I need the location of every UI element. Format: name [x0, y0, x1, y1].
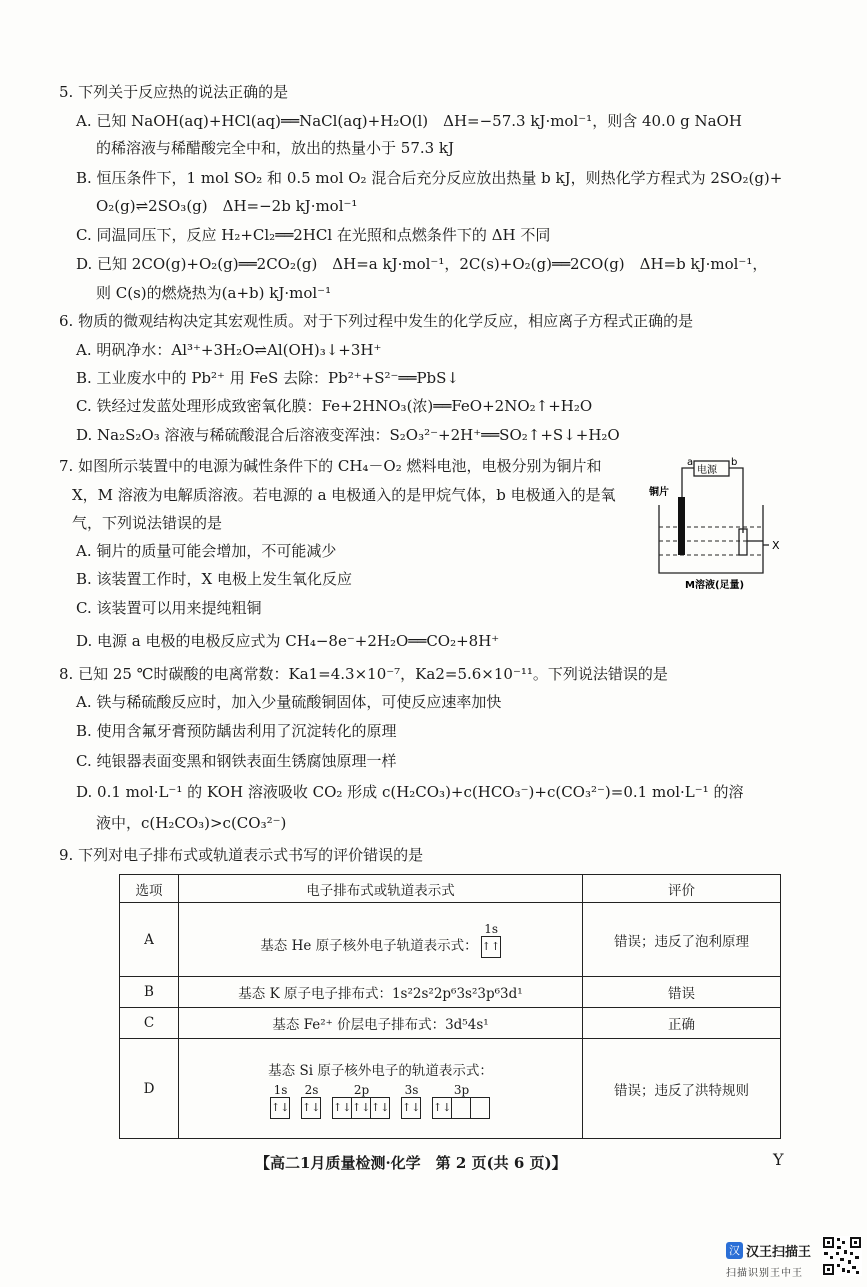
app-name: 汉王扫描王: [746, 1245, 812, 1260]
scanner-app-watermark: [726, 1241, 811, 1260]
q5-option-d-line2: 则 C(s)的燃烧热为(a+b) kJ·mol⁻¹: [96, 284, 332, 302]
si-orbital-diagram: [179, 1083, 582, 1119]
row-option: B: [120, 977, 179, 1008]
orbital-2s: 2s ↑↓: [302, 1083, 321, 1119]
app-logo-icon: 汉: [726, 1242, 743, 1259]
fig-label-solution: M溶液(足量): [685, 580, 745, 591]
q5-option-a-line2: 的稀溶液与稀醋酸完全中和，放出的热量小于 57.3 kJ: [96, 139, 455, 157]
row-option: C: [120, 1008, 179, 1039]
q9-stem: 9. 下列对电子排布式或轨道表示式书写的评价错误的是: [59, 846, 424, 864]
orbital-1s-he: 1s ↑↑: [482, 922, 501, 958]
orbital-2p: 2p ↑↓ ↑↓ ↑↓: [333, 1083, 390, 1119]
electrolysis-apparatus-diagram: [645, 455, 795, 595]
header-evaluation: 评价: [583, 875, 781, 903]
q7-stem-line3: 气，下列说法错误的是: [72, 514, 223, 532]
row-evaluation: 错误；违反了泡利原理: [583, 903, 781, 977]
q7-option-a: A. 铜片的质量可能会增加，不可能减少: [76, 542, 337, 560]
orbital-box: ↑↓: [351, 1097, 371, 1119]
row-description: 基态 K 原子电子排布式：1s²2s²2p⁶3s²3p⁶3d¹: [179, 977, 583, 1008]
q5-option-a-line1: A. 已知 NaOH(aq)+HCl(aq)══NaCl(aq)+H₂O(l) ΔH=−57.3 kJ·mol⁻¹，则含 40.0 g NaOH: [76, 112, 742, 130]
q6-option-c: C. 铁经过发蓝处理形成致密氧化膜：Fe+2HNO₃(浓)══FeO+2NO₂↑+H₂O: [76, 397, 593, 415]
corner-mark: Y: [773, 1150, 784, 1169]
row-evaluation: 错误；违反了洪特规则: [583, 1039, 781, 1139]
row-description: 基态 Fe²⁺ 价层电子排布式：3d⁵4s¹: [179, 1008, 583, 1039]
table-row: [120, 1039, 781, 1139]
orbital-box: ↑↓: [370, 1097, 390, 1119]
q8-option-d-line2: 液中，c(H₂CO₃)>c(CO₃²⁻): [96, 814, 287, 832]
table-header-row: [120, 875, 781, 903]
q6-option-a: A. 明矾净水：Al³⁺+3H₂O⇌Al(OH)₃↓+3H⁺: [76, 341, 382, 359]
q7-stem-line2: X，M 溶液为电解质溶液。若电源的 a 电极通入的是甲烷气体，b 电极通入的是氧: [72, 486, 616, 504]
q6-option-d: D. Na₂S₂O₃ 溶液与稀硫酸混合后溶液变浑浊：S₂O₃²⁻+2H⁺══SO₂↑+S↓+H₂O: [76, 426, 620, 444]
table-row: [120, 903, 781, 977]
q7-option-b: B. 该装置工作时，X 电极上发生氧化反应: [76, 570, 353, 588]
orbital-box: [470, 1097, 490, 1119]
row-description: 基态 Si 原子核外电子的轨道表示式：: [268, 1062, 493, 1079]
orbital-3s: 3s ↑↓: [402, 1083, 421, 1119]
q6-option-b: B. 工业废水中的 Pb²⁺ 用 FeS 去除：Pb²⁺+S²⁻══PbS↓: [76, 369, 459, 387]
q5-option-c: C. 同温同压下，反应 H₂+Cl₂══2HCl 在光照和点燃条件下的 ΔH 不同: [76, 226, 551, 244]
q7-option-d: D. 电源 a 电极的电极反应式为 CH₄−8e⁻+2H₂O══CO₂+8H⁺: [76, 632, 500, 650]
q5-option-d-line1: D. 已知 2CO(g)+O₂(g)══2CO₂(g) ΔH=a kJ·mol⁻¹，2C(s)+O₂(g)══2CO(g) ΔH=b kJ·mol⁻¹，: [76, 255, 768, 273]
orbital-box: ↑↑: [481, 936, 501, 958]
q8-option-c: C. 纯银器表面变黑和钢铁表面生锈腐蚀原理一样: [76, 752, 397, 770]
header-option: 选项: [120, 875, 179, 903]
header-notation: 电子排布式或轨道表示式: [179, 875, 583, 903]
fig-label-a: a: [687, 457, 694, 468]
orbital-box: ↑↓: [332, 1097, 352, 1119]
row-evaluation: 正确: [583, 1008, 781, 1039]
orbital-box: [451, 1097, 471, 1119]
fig-label-copper: 铜片: [649, 487, 669, 498]
orbital-box: ↑↓: [301, 1097, 321, 1119]
row-option: A: [120, 903, 179, 977]
q8-option-d-line1: D. 0.1 mol·L⁻¹ 的 KOH 溶液吸收 CO₂ 形成 c(H₂CO₃)+c(HCO₃⁻)+c(CO₃²⁻)=0.1 mol·L⁻¹ 的溶: [76, 783, 744, 801]
table-row: [120, 1008, 781, 1039]
app-slogan: 扫描识别王中王: [726, 1268, 803, 1279]
q6-stem: 6. 物质的微观结构决定其宏观性质。对于下列过程中发生的化学反应，相应离子方程式正确的是: [59, 312, 694, 330]
table-row: [120, 977, 781, 1008]
orbital-box: ↑↓: [432, 1097, 452, 1119]
orbital-box: ↑↓: [270, 1097, 290, 1119]
q9-evaluation-table: [119, 874, 781, 1139]
q8-stem: 8. 已知 25 ℃时碳酸的电离常数：Ka1=4.3×10⁻⁷，Ka2=5.6×10⁻¹¹。下列说法错误的是: [59, 665, 668, 683]
page-footer: 【高二1月质量检测·化学 第 2 页(共 6 页)】: [255, 1154, 567, 1172]
fig-label-x: X: [772, 539, 780, 552]
fig-label-b: b: [731, 457, 738, 468]
row-description: 基态 He 原子核外电子轨道表示式：: [260, 937, 478, 954]
row-evaluation: 错误: [583, 977, 781, 1008]
row-option: D: [120, 1039, 179, 1139]
orbital-box: ↑↓: [401, 1097, 421, 1119]
q5-option-b-line2: O₂(g)⇌2SO₃(g) ΔH=−2b kJ·mol⁻¹: [96, 197, 358, 215]
q5-option-b-line1: B. 恒压条件下，1 mol SO₂ 和 0.5 mol O₂ 混合后充分反应放出热量 b kJ，则热化学方程式为 2SO₂(g)+: [76, 169, 783, 187]
q5-stem: 5. 下列关于反应热的说法正确的是: [59, 83, 289, 101]
q7-stem-line1: 7. 如图所示装置中的电源为碱性条件下的 CH₄－O₂ 燃料电池，电极分别为铜片和: [59, 457, 602, 475]
orbital-3p: 3p ↑↓: [433, 1083, 490, 1119]
qr-code-icon: [822, 1236, 862, 1276]
q7-option-c: C. 该装置可以用来提纯粗铜: [76, 599, 262, 617]
q8-option-a: A. 铁与稀硫酸反应时，加入少量硫酸铜固体，可使反应速率加快: [76, 693, 502, 711]
q8-option-b: B. 使用含氟牙膏预防龋齿利用了沉淀转化的原理: [76, 722, 397, 740]
orbital-1s: 1s ↑↓: [271, 1083, 290, 1119]
fig-label-source: 电源: [697, 465, 717, 476]
